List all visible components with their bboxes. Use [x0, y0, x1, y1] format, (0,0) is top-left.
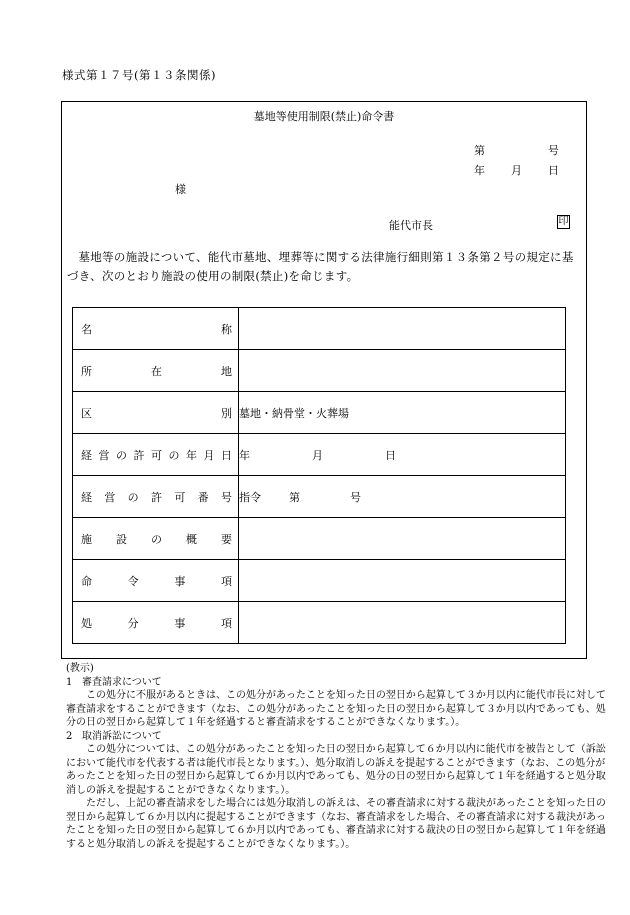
row-label — [73, 602, 239, 644]
row-label-char: 施 — [81, 532, 92, 546]
row-label — [73, 560, 239, 602]
appeal-instructions — [66, 662, 606, 851]
row-value-part: 号 — [350, 490, 361, 504]
row-value[interactable] — [239, 560, 566, 602]
row-label-char: 事 — [174, 574, 186, 588]
notes-section-2-number: 2 — [66, 730, 73, 742]
row-label-char: の — [151, 532, 162, 546]
row-label-char: 許 — [150, 490, 162, 504]
date-day: 日 — [548, 164, 559, 177]
row-label-char: 命 — [81, 574, 92, 588]
notes-section-1-title: 審査請求について — [82, 676, 162, 688]
row-value[interactable] — [239, 308, 566, 350]
row-label-char: 営 — [98, 448, 110, 462]
notes-section-2-text-2: ただし、上記の審査請求をした場合には処分取消しの訴えは、その審査請求に対する裁決があったことを知った日の翌日から起算して６か月以内に提起することができます（なお、審査請求をした場合、その審査請求に対する裁決があったことを知った日の翌日から起算して６か月以内であっても、審査請求に対する裁決の日の翌日から起算して１年を経過すると処分取消しの訴えを提起することができなくなります。）。 — [66, 798, 606, 850]
table-row — [73, 350, 566, 392]
document-number-dai: 第 — [474, 144, 485, 157]
row-label-text — [81, 489, 232, 505]
row-value-text — [239, 447, 565, 463]
row-value[interactable] — [239, 476, 566, 518]
notes-section-2-header — [66, 730, 606, 744]
order-body-text: 墓地等の施設について、能代市墓地、埋葬等に関する法律施行細則第１３条第２号の規定に基づき、次のとおり施設の使用の制限(禁止)を命じます。 — [67, 250, 574, 283]
row-label-char: 事 — [174, 616, 186, 630]
row-label-char: 所 — [81, 364, 92, 378]
row-label-char: 要 — [221, 532, 232, 546]
table-row — [73, 560, 566, 602]
row-value[interactable] — [239, 434, 566, 476]
table-row — [73, 392, 566, 434]
row-label-char: 名 — [81, 322, 92, 336]
row-label-char: 可 — [151, 448, 162, 462]
row-label-char: 可 — [174, 490, 186, 504]
row-value-text — [239, 489, 565, 505]
row-label-char: 許 — [133, 448, 145, 462]
row-label-char: 処 — [81, 616, 92, 630]
row-label-char: 項 — [220, 574, 232, 588]
row-label-text — [81, 405, 232, 421]
row-label-char: 年 — [186, 448, 197, 462]
seal-mark: 印 — [558, 216, 569, 227]
row-label-char: の — [116, 448, 127, 462]
notes-heading: (教示) — [66, 663, 94, 674]
row-value[interactable] — [239, 392, 566, 434]
row-label-char: 設 — [116, 532, 127, 546]
row-label-text — [81, 531, 232, 547]
row-value-part: 日 — [385, 448, 396, 462]
row-label-text — [81, 573, 232, 589]
row-label-char: 号 — [220, 490, 232, 504]
row-label-text — [81, 321, 232, 337]
row-label-text — [81, 447, 232, 463]
row-label-char: 営 — [104, 490, 116, 504]
row-label-char: 在 — [151, 364, 162, 378]
row-value-part: 指令 — [239, 490, 261, 504]
row-label-char: 令 — [127, 574, 139, 588]
row-value[interactable] — [239, 350, 566, 392]
row-value-part: 月 — [312, 448, 323, 462]
facility-details-table — [72, 307, 566, 644]
row-label-char: 日 — [221, 448, 232, 462]
addressee-suffix: 様 — [175, 183, 186, 196]
notes-section-1-header — [66, 676, 606, 690]
row-value[interactable] — [239, 602, 566, 644]
row-label-char: 項 — [220, 616, 232, 630]
row-label-char: 地 — [221, 364, 232, 378]
row-value-part: 第 — [289, 490, 300, 504]
row-label-char: 月 — [203, 448, 215, 462]
row-label — [73, 392, 239, 434]
row-label-char: 経 — [81, 448, 92, 462]
row-label-char: 称 — [221, 322, 232, 336]
row-label-char: 分 — [127, 616, 139, 630]
row-value-part: 年 — [239, 448, 250, 462]
order-form-frame — [61, 101, 587, 659]
notes-section-2-text-1: この処分については、この処分があったことを知った日の翌日から起算して６か月以内に能代市を被告として（訴訟において能代市を代表する者は能代市長となります。）、処分取消しの訴えを提起することができます（なお、この処分があったことを知った日の翌日から起算して６か月以内であっても、処分の日の翌日から起算して１年を経過すると処分取消しの訴えを提起することができなくなります。）。 — [66, 744, 606, 796]
row-value[interactable] — [239, 518, 566, 560]
row-label-char: 概 — [186, 532, 197, 546]
row-label-char: 別 — [221, 406, 232, 420]
row-label-text — [81, 363, 232, 379]
row-label — [73, 350, 239, 392]
date-month: 月 — [511, 164, 522, 177]
row-label — [73, 434, 239, 476]
notes-section-1-number: 1 — [66, 676, 73, 688]
document-title: 墓地等使用制限(禁止)命令書 — [253, 110, 395, 123]
table-row — [73, 476, 566, 518]
table-row — [73, 518, 566, 560]
row-label-char: 区 — [81, 406, 92, 420]
row-value-part: 墓地・納骨堂・火葬場 — [239, 406, 349, 420]
row-value-text — [239, 405, 565, 421]
issuer-name: 能代市長 — [389, 219, 433, 232]
date-year: 年 — [474, 164, 485, 177]
table-row — [73, 434, 566, 476]
row-label-text — [81, 615, 232, 631]
document-number-go: 号 — [548, 144, 559, 157]
notes-section-1-text: この処分に不服があるときは、この処分があったことを知った日の翌日から起算して３か月以内に能代市長に対して審査請求をすることができます（なお、この処分があったことを知った日の翌日から起算して３か月以内であっても、処分の日の翌日から起算して１年を経過すると審査請求をすることができなくなります。）。 — [66, 690, 606, 728]
form-number: 様式第１７号(第１３条関係) — [62, 68, 216, 82]
row-label — [73, 308, 239, 350]
row-label — [73, 476, 239, 518]
row-label-char: 経 — [81, 490, 92, 504]
table-row — [73, 308, 566, 350]
row-label — [73, 518, 239, 560]
row-label-char: の — [127, 490, 139, 504]
row-label-char: 番 — [197, 490, 209, 504]
table-row — [73, 602, 566, 644]
row-label-char: の — [168, 448, 180, 462]
notes-section-2-title: 取消訴訟について — [82, 730, 162, 742]
